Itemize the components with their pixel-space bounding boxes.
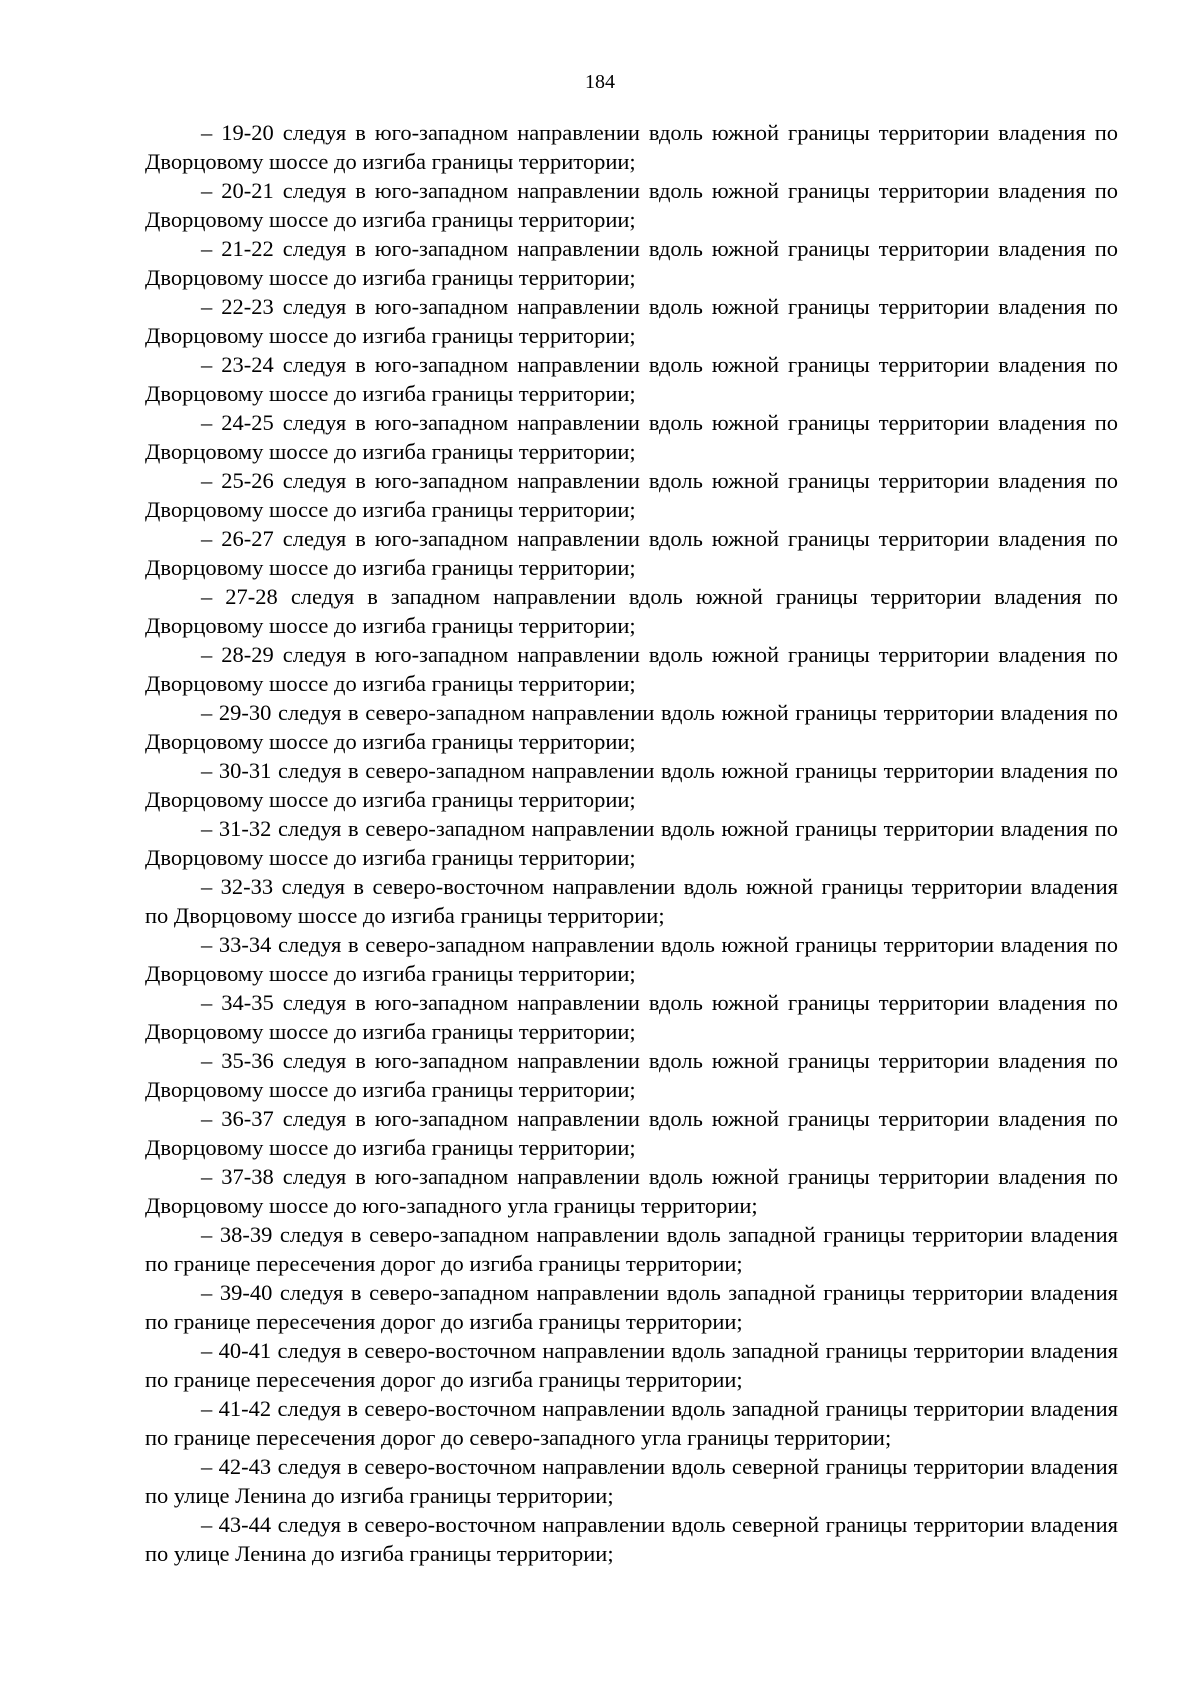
boundary-segment-item: – 24-25 следуя в юго-западном направлении вдоль южной границы территории владения по Дворцовому шоссе до изгиба границы территории; <box>145 410 1118 464</box>
boundary-segment-item: – 19-20 следуя в юго-западном направлении вдоль южной границы территории владения по Дворцовому шоссе до изгиба границы территории; <box>145 120 1118 174</box>
boundary-segment-item: – 35-36 следуя в юго-западном направлении вдоль южной границы территории владения по Дворцовому шоссе до изгиба границы территории; <box>145 1048 1118 1102</box>
boundary-segment-item: – 38-39 следуя в северо-западном направлении вдоль западной границы территории владения по границе пересечения дорог до изгиба границы территории; <box>145 1222 1118 1276</box>
document-body <box>145 118 1118 1568</box>
boundary-segment-item: – 40-41 следуя в северо-восточном направлении вдоль западной границы территории владения по границе пересечения дорог до изгиба границы территории; <box>145 1338 1118 1392</box>
boundary-segment-item: – 39-40 следуя в северо-западном направлении вдоль западной границы территории владения по границе пересечения дорог до изгиба границы территории; <box>145 1280 1118 1334</box>
boundary-segment-item: – 23-24 следуя в юго-западном направлении вдоль южной границы территории владения по Дворцовому шоссе до изгиба границы территории; <box>145 352 1118 406</box>
boundary-segment-item: – 43-44 следуя в северо-восточном направлении вдоль северной границы территории владения по улице Ленина до изгиба границы территории; <box>145 1512 1118 1566</box>
boundary-segment-item: – 36-37 следуя в юго-западном направлении вдоль южной границы территории владения по Дворцовому шоссе до изгиба границы территории; <box>145 1106 1118 1160</box>
boundary-segment-item: – 29-30 следуя в северо-западном направлении вдоль южной границы территории владения по Дворцовому шоссе до изгиба границы территории; <box>145 700 1118 754</box>
boundary-segment-item: – 31-32 следуя в северо-западном направлении вдоль южной границы территории владения по Дворцовому шоссе до изгиба границы территории; <box>145 816 1118 870</box>
boundary-segment-item: – 28-29 следуя в юго-западном направлении вдоль южной границы территории владения по Дворцовому шоссе до изгиба границы территории; <box>145 642 1118 696</box>
boundary-segment-item: – 20-21 следуя в юго-западном направлении вдоль южной границы территории владения по Дворцовому шоссе до изгиба границы территории; <box>145 178 1118 232</box>
boundary-segment-item: – 25-26 следуя в юго-западном направлении вдоль южной границы территории владения по Дворцовому шоссе до изгиба границы территории; <box>145 468 1118 522</box>
boundary-segment-item: – 32-33 следуя в северо-восточном направлении вдоль южной границы территории владения по Дворцовому шоссе до изгиба границы территории; <box>145 874 1118 928</box>
page-number: 184 <box>585 71 615 93</box>
boundary-segment-item: – 27-28 следуя в западном направлении вдоль южной границы территории владения по Дворцовому шоссе до изгиба границы территории; <box>145 584 1118 638</box>
boundary-segment-item: – 42-43 следуя в северо-восточном направлении вдоль северной границы территории владения по улице Ленина до изгиба границы территории; <box>145 1454 1118 1508</box>
boundary-segment-item: – 26-27 следуя в юго-западном направлении вдоль южной границы территории владения по Дворцовому шоссе до изгиба границы территории; <box>145 526 1118 580</box>
boundary-segment-item: – 22-23 следуя в юго-западном направлении вдоль южной границы территории владения по Дворцовому шоссе до изгиба границы территории; <box>145 294 1118 348</box>
boundary-segment-item: – 21-22 следуя в юго-западном направлении вдоль южной границы территории владения по Дворцовому шоссе до изгиба границы территории; <box>145 236 1118 290</box>
boundary-segment-item: – 33-34 следуя в северо-западном направлении вдоль южной границы территории владения по Дворцовому шоссе до изгиба границы территории; <box>145 932 1118 986</box>
boundary-segment-item: – 37-38 следуя в юго-западном направлении вдоль южной границы территории владения по Дворцовому шоссе до юго-западного угла границы территории; <box>145 1164 1118 1218</box>
boundary-segment-item: – 30-31 следуя в северо-западном направлении вдоль южной границы территории владения по Дворцовому шоссе до изгиба границы территории; <box>145 758 1118 812</box>
boundary-segment-item: – 34-35 следуя в юго-западном направлении вдоль южной границы территории владения по Дворцовому шоссе до изгиба границы территории; <box>145 990 1118 1044</box>
boundary-segment-item: – 41-42 следуя в северо-восточном направлении вдоль западной границы территории владения по границе пересечения дорог до северо-западного угла границы территории; <box>145 1396 1118 1450</box>
